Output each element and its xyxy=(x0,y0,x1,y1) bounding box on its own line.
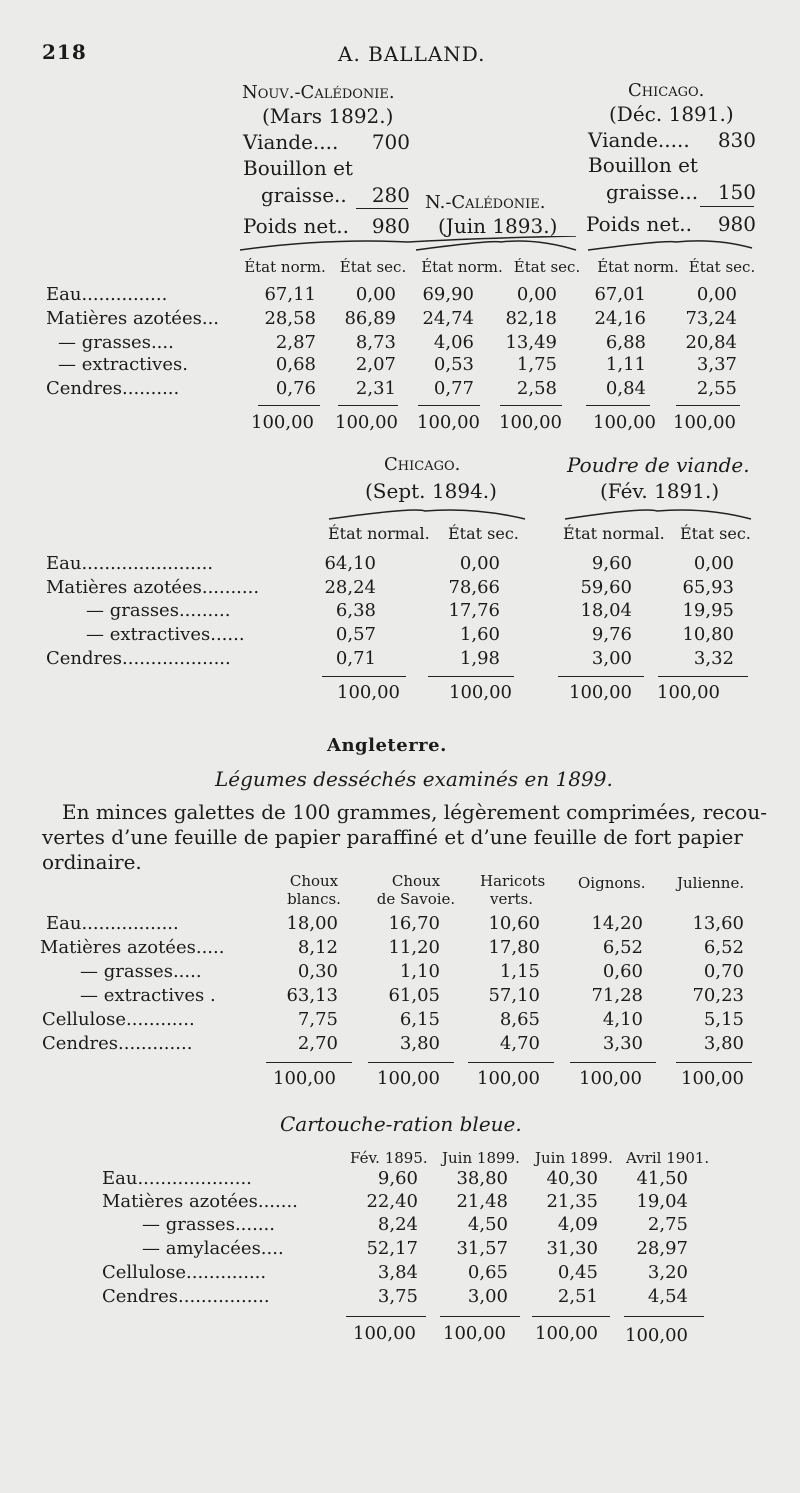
t1-total: 100,00 xyxy=(251,412,314,433)
t4-col-header: Fév. 1895. xyxy=(350,1149,428,1167)
t2-cell: 1,60 xyxy=(459,624,500,645)
t4-total: 100,00 xyxy=(353,1323,416,1344)
t4-total-rule xyxy=(346,1316,426,1317)
t3-total: 100,00 xyxy=(477,1068,540,1089)
t4-cell: 3,20 xyxy=(647,1262,688,1283)
t1-cell: 0,77 xyxy=(433,378,474,399)
t1-cell: 24,74 xyxy=(422,308,474,329)
t4-cell: 3,75 xyxy=(377,1286,418,1307)
t3-total: 100,00 xyxy=(681,1068,744,1089)
t1-ch-bouillon-label: Bouillon et xyxy=(588,153,698,177)
t3-cell: 8,12 xyxy=(297,937,338,958)
t1-nc2-title: N.-Calédonie. xyxy=(425,192,546,213)
t4-cell: 2,75 xyxy=(647,1214,688,1235)
t2-col-header: État normal. xyxy=(328,524,430,543)
t3-row-label: Eau................. xyxy=(46,913,179,934)
t2-cell: 0,00 xyxy=(693,553,734,574)
t1-nc-date: (Mars 1892.) xyxy=(262,104,394,128)
t3-col-header-sub: de Savoie. xyxy=(376,890,456,908)
t4-cell: 40,30 xyxy=(546,1168,598,1189)
t4-title: Cartouche-ration bleue. xyxy=(280,1112,522,1136)
t4-row-label: Cellulose.............. xyxy=(102,1262,267,1283)
t2-total: 100,00 xyxy=(657,682,720,703)
t3-cell: 6,52 xyxy=(602,937,643,958)
t2-row-label: Cendres................... xyxy=(46,648,231,669)
t3-cell: 13,60 xyxy=(692,913,744,934)
t4-cell: 0,45 xyxy=(557,1262,598,1283)
t3-cell: 4,70 xyxy=(499,1033,540,1054)
t1-cell: 4,06 xyxy=(433,332,474,353)
t2-cell: 3,32 xyxy=(693,648,734,669)
t2-cell: 19,95 xyxy=(682,600,734,621)
t3-cell: 0,70 xyxy=(703,961,744,982)
t1-nc-poids-value: 980 xyxy=(371,214,410,238)
t3-row-label: Matières azotées..... xyxy=(40,937,225,958)
t2-cell: 0,00 xyxy=(459,553,500,574)
t1-brace-2 xyxy=(416,241,576,250)
t4-row-label: Eau.................... xyxy=(102,1168,252,1189)
t4-cell: 21,35 xyxy=(546,1191,598,1212)
t1-col-header: État sec. xyxy=(513,258,581,276)
t1-ch-title: Chicago. xyxy=(628,80,705,101)
t1-total: 100,00 xyxy=(673,412,736,433)
t1-row-label: — extractives. xyxy=(58,354,188,375)
t3-cell: 6,15 xyxy=(399,1009,440,1030)
t4-cell: 9,60 xyxy=(377,1168,418,1189)
t2-cell: 6,38 xyxy=(335,600,376,621)
t1-cell: 8,73 xyxy=(355,332,396,353)
t1-row-label: — grasses.... xyxy=(58,332,174,353)
t3-cell: 0,60 xyxy=(602,961,643,982)
t2-cell: 1,98 xyxy=(459,648,500,669)
paragraph-line: En minces galettes de 100 grammes, légèrement comprimées, recou- xyxy=(62,800,767,824)
t2-cell: 59,60 xyxy=(580,577,632,598)
t1-total-rule xyxy=(258,405,320,406)
t2-braces xyxy=(325,505,755,523)
t1-col-header: État sec. xyxy=(339,258,407,276)
t1-col-header: État sec. xyxy=(688,258,756,276)
t1-total: 100,00 xyxy=(417,412,480,433)
t3-cell: 7,75 xyxy=(297,1009,338,1030)
t1-cell: 1,11 xyxy=(605,354,646,375)
t3-cell: 57,10 xyxy=(488,985,540,1006)
t1-cell: 0,00 xyxy=(516,284,557,305)
t3-cell: 5,15 xyxy=(703,1009,744,1030)
t3-cell: 63,13 xyxy=(286,985,338,1006)
t3-cell: 2,70 xyxy=(297,1033,338,1054)
t1-cell: 0,76 xyxy=(275,378,316,399)
t4-row-label: Cendres................ xyxy=(102,1286,270,1307)
t3-cell: 4,10 xyxy=(602,1009,643,1030)
t4-cell: 38,80 xyxy=(456,1168,508,1189)
t3-cell: 0,30 xyxy=(297,961,338,982)
section-subheading: Légumes desséchés examinés en 1899. xyxy=(215,767,613,791)
t3-total: 100,00 xyxy=(579,1068,642,1089)
t3-total: 100,00 xyxy=(377,1068,440,1089)
t1-cell: 73,24 xyxy=(685,308,737,329)
t2-cell: 17,76 xyxy=(448,600,500,621)
t4-cell: 0,65 xyxy=(467,1262,508,1283)
t1-cell: 0,00 xyxy=(696,284,737,305)
paragraph-line: ordinaire. xyxy=(42,850,142,874)
t1-total: 100,00 xyxy=(593,412,656,433)
t1-ch-sum-rule xyxy=(700,206,754,207)
t1-ch-date: (Déc. 1891.) xyxy=(609,102,734,126)
t2-cell: 3,00 xyxy=(591,648,632,669)
t1-cell: 69,90 xyxy=(422,284,474,305)
t3-cell: 6,52 xyxy=(703,937,744,958)
t2-total-rule xyxy=(322,676,406,677)
t3-cell: 17,80 xyxy=(488,937,540,958)
t3-cell: 71,28 xyxy=(591,985,643,1006)
t1-total-rule xyxy=(338,405,398,406)
t1-cell: 0,00 xyxy=(355,284,396,305)
t2-total-rule xyxy=(558,676,644,677)
t1-nc-poids-label: Poids net.. xyxy=(243,214,349,238)
t1-total-rule xyxy=(418,405,480,406)
t2-row-label: — grasses......... xyxy=(86,600,231,621)
t1-ch-viande-label: Viande..... xyxy=(588,128,690,152)
t3-cell: 10,60 xyxy=(488,913,540,934)
t1-cell: 0,68 xyxy=(275,354,316,375)
t4-cell: 52,17 xyxy=(366,1238,418,1259)
t2-col-header: État sec. xyxy=(680,524,751,543)
t4-cell: 41,50 xyxy=(636,1168,688,1189)
t4-row-label: Matières azotées....... xyxy=(102,1191,298,1212)
t3-row-label: — grasses..... xyxy=(80,961,202,982)
t4-cell: 2,51 xyxy=(557,1286,598,1307)
t3-total: 100,00 xyxy=(273,1068,336,1089)
t1-ch-poids-value: 980 xyxy=(717,212,756,236)
t3-col-header: Haricots xyxy=(480,872,546,890)
t1-cell: 2,58 xyxy=(516,378,557,399)
t1-nc-viande-label: Viande.... xyxy=(243,130,339,154)
t1-nc-title: Nouv.-Calédonie. xyxy=(242,82,395,103)
t2-cell: 65,93 xyxy=(682,577,734,598)
t2-cell: 0,71 xyxy=(335,648,376,669)
t3-cell: 3,30 xyxy=(602,1033,643,1054)
t3-row-label: — extractives . xyxy=(80,985,216,1006)
t2-cell: 18,04 xyxy=(580,600,632,621)
t2-cell: 78,66 xyxy=(448,577,500,598)
t3-cell: 18,00 xyxy=(286,913,338,934)
t4-cell: 19,04 xyxy=(636,1191,688,1212)
t1-row-label: Cendres.......... xyxy=(46,378,180,399)
t4-cell: 3,00 xyxy=(467,1286,508,1307)
t2-total: 100,00 xyxy=(569,682,632,703)
t3-col-header-sub: verts. xyxy=(490,890,534,908)
page-number: 218 xyxy=(42,40,87,64)
t1-cell: 86,89 xyxy=(344,308,396,329)
t1-ch-graisse-label: graisse... xyxy=(606,180,699,204)
t3-total-rule xyxy=(676,1062,752,1063)
t1-brace-1 xyxy=(240,236,576,250)
t1-brace-3 xyxy=(588,241,752,250)
t1-cell: 20,84 xyxy=(685,332,737,353)
t1-cell: 82,18 xyxy=(505,308,557,329)
t3-total-rule xyxy=(570,1062,656,1063)
t1-row-label: Matières azotées... xyxy=(46,308,220,329)
t1-ch-poids-label: Poids net.. xyxy=(586,212,692,236)
t3-total-rule xyxy=(468,1062,554,1063)
t4-total: 100,00 xyxy=(625,1325,688,1346)
t2-ch-title: Chicago. xyxy=(384,454,461,475)
t4-total-rule xyxy=(532,1316,610,1317)
t2-cell: 9,60 xyxy=(591,553,632,574)
t2-pv-date: (Fév. 1891.) xyxy=(600,479,720,503)
t3-cell: 61,05 xyxy=(388,985,440,1006)
running-title: A. BALLAND. xyxy=(338,42,486,66)
t4-total: 100,00 xyxy=(443,1323,506,1344)
t1-cell: 2,55 xyxy=(696,378,737,399)
paragraph-line: vertes d’une feuille de papier paraffiné et d’une feuille de fort papier xyxy=(42,825,743,849)
t1-cell: 1,75 xyxy=(516,354,557,375)
t4-row-label: — amylacées.... xyxy=(142,1238,284,1259)
t1-cell: 13,49 xyxy=(505,332,557,353)
t4-col-header: Juin 1899. xyxy=(442,1149,520,1167)
t1-nc-bouillon-label: Bouillon et xyxy=(243,156,353,180)
t1-total-rule xyxy=(586,405,650,406)
t4-cell: 22,40 xyxy=(366,1191,418,1212)
t1-cell: 6,88 xyxy=(605,332,646,353)
t1-col-header: État norm. xyxy=(421,258,503,276)
t2-cell: 0,57 xyxy=(335,624,376,645)
t4-total-rule xyxy=(440,1316,520,1317)
t4-col-header: Juin 1899. xyxy=(535,1149,613,1167)
t4-cell: 28,97 xyxy=(636,1238,688,1259)
t1-total-rule xyxy=(500,405,562,406)
t1-total-rule xyxy=(676,405,740,406)
t2-brace-1 xyxy=(329,510,525,519)
t3-cell: 8,65 xyxy=(499,1009,540,1030)
t2-row-label: Eau....................... xyxy=(46,553,214,574)
t3-cell: 70,23 xyxy=(692,985,744,1006)
t1-nc2-date: (Juin 1893.) xyxy=(438,214,558,238)
t1-row-label: Eau............... xyxy=(46,284,168,305)
t4-cell: 31,57 xyxy=(456,1238,508,1259)
t3-cell: 16,70 xyxy=(388,913,440,934)
t1-cell: 2,07 xyxy=(355,354,396,375)
t3-cell: 3,80 xyxy=(703,1033,744,1054)
t1-cell: 0,53 xyxy=(433,354,474,375)
t4-total-rule xyxy=(624,1316,704,1317)
t1-cell: 2,31 xyxy=(355,378,396,399)
t3-row-label: Cellulose............ xyxy=(42,1009,195,1030)
t2-cell: 64,10 xyxy=(324,553,376,574)
t4-cell: 31,30 xyxy=(546,1238,598,1259)
t4-cell: 21,48 xyxy=(456,1191,508,1212)
t1-cell: 67,01 xyxy=(594,284,646,305)
t4-total: 100,00 xyxy=(535,1323,598,1344)
t4-col-header: Avril 1901. xyxy=(626,1149,710,1167)
t1-total: 100,00 xyxy=(499,412,562,433)
t2-cell: 28,24 xyxy=(324,577,376,598)
t1-cell: 28,58 xyxy=(264,308,316,329)
t1-cell: 67,11 xyxy=(264,284,316,305)
t2-row-label: — extractives...... xyxy=(86,624,245,645)
t1-col-header: État norm. xyxy=(597,258,679,276)
t1-total: 100,00 xyxy=(335,412,398,433)
t3-col-header: Choux xyxy=(391,872,441,890)
t3-col-header: Oignons. xyxy=(578,874,646,892)
t1-cell: 0,84 xyxy=(605,378,646,399)
t2-pv-title: Poudre de viande. xyxy=(567,453,750,477)
t1-cell: 3,37 xyxy=(696,354,737,375)
t3-total-rule xyxy=(368,1062,454,1063)
t1-ch-viande-value: 830 xyxy=(717,128,756,152)
t3-col-header: Julienne. xyxy=(677,874,745,892)
t4-cell: 8,24 xyxy=(377,1214,418,1235)
t1-nc-graisse-label: graisse.. xyxy=(261,183,347,207)
t1-nc-sum-rule xyxy=(356,208,408,209)
t3-cell: 1,15 xyxy=(499,961,540,982)
t1-braces xyxy=(236,236,756,254)
t2-total: 100,00 xyxy=(337,682,400,703)
t4-cell: 4,09 xyxy=(557,1214,598,1235)
t4-cell: 4,50 xyxy=(467,1214,508,1235)
t1-col-header: État norm. xyxy=(244,258,326,276)
t2-row-label: Matières azotées.......... xyxy=(46,577,260,598)
t4-row-label: — grasses....... xyxy=(142,1214,275,1235)
t4-cell: 3,84 xyxy=(377,1262,418,1283)
t3-cell: 3,80 xyxy=(399,1033,440,1054)
t2-total-rule xyxy=(658,676,748,677)
t2-cell: 10,80 xyxy=(682,624,734,645)
t3-cell: 11,20 xyxy=(388,937,440,958)
t3-col-header: Choux xyxy=(289,872,339,890)
t1-nc-viande-value: 700 xyxy=(371,130,410,154)
t1-cell: 2,87 xyxy=(275,332,316,353)
section-heading: Angleterre. xyxy=(327,735,447,756)
t1-ch-graisse-value: 150 xyxy=(717,180,756,204)
t4-cell: 4,54 xyxy=(647,1286,688,1307)
t2-col-header: État normal. xyxy=(563,524,665,543)
t1-cell: 24,16 xyxy=(594,308,646,329)
t2-total: 100,00 xyxy=(449,682,512,703)
t3-total-rule xyxy=(266,1062,352,1063)
t3-row-label: Cendres............. xyxy=(42,1033,193,1054)
t3-cell: 1,10 xyxy=(399,961,440,982)
t2-ch-date: (Sept. 1894.) xyxy=(365,479,497,503)
t2-total-rule xyxy=(428,676,514,677)
t2-col-header: État sec. xyxy=(448,524,519,543)
t3-cell: 14,20 xyxy=(591,913,643,934)
t1-nc-graisse-value: 280 xyxy=(371,183,410,207)
t2-cell: 9,76 xyxy=(591,624,632,645)
t2-brace-2 xyxy=(565,510,751,519)
t3-col-header-sub: blancs. xyxy=(287,890,341,908)
